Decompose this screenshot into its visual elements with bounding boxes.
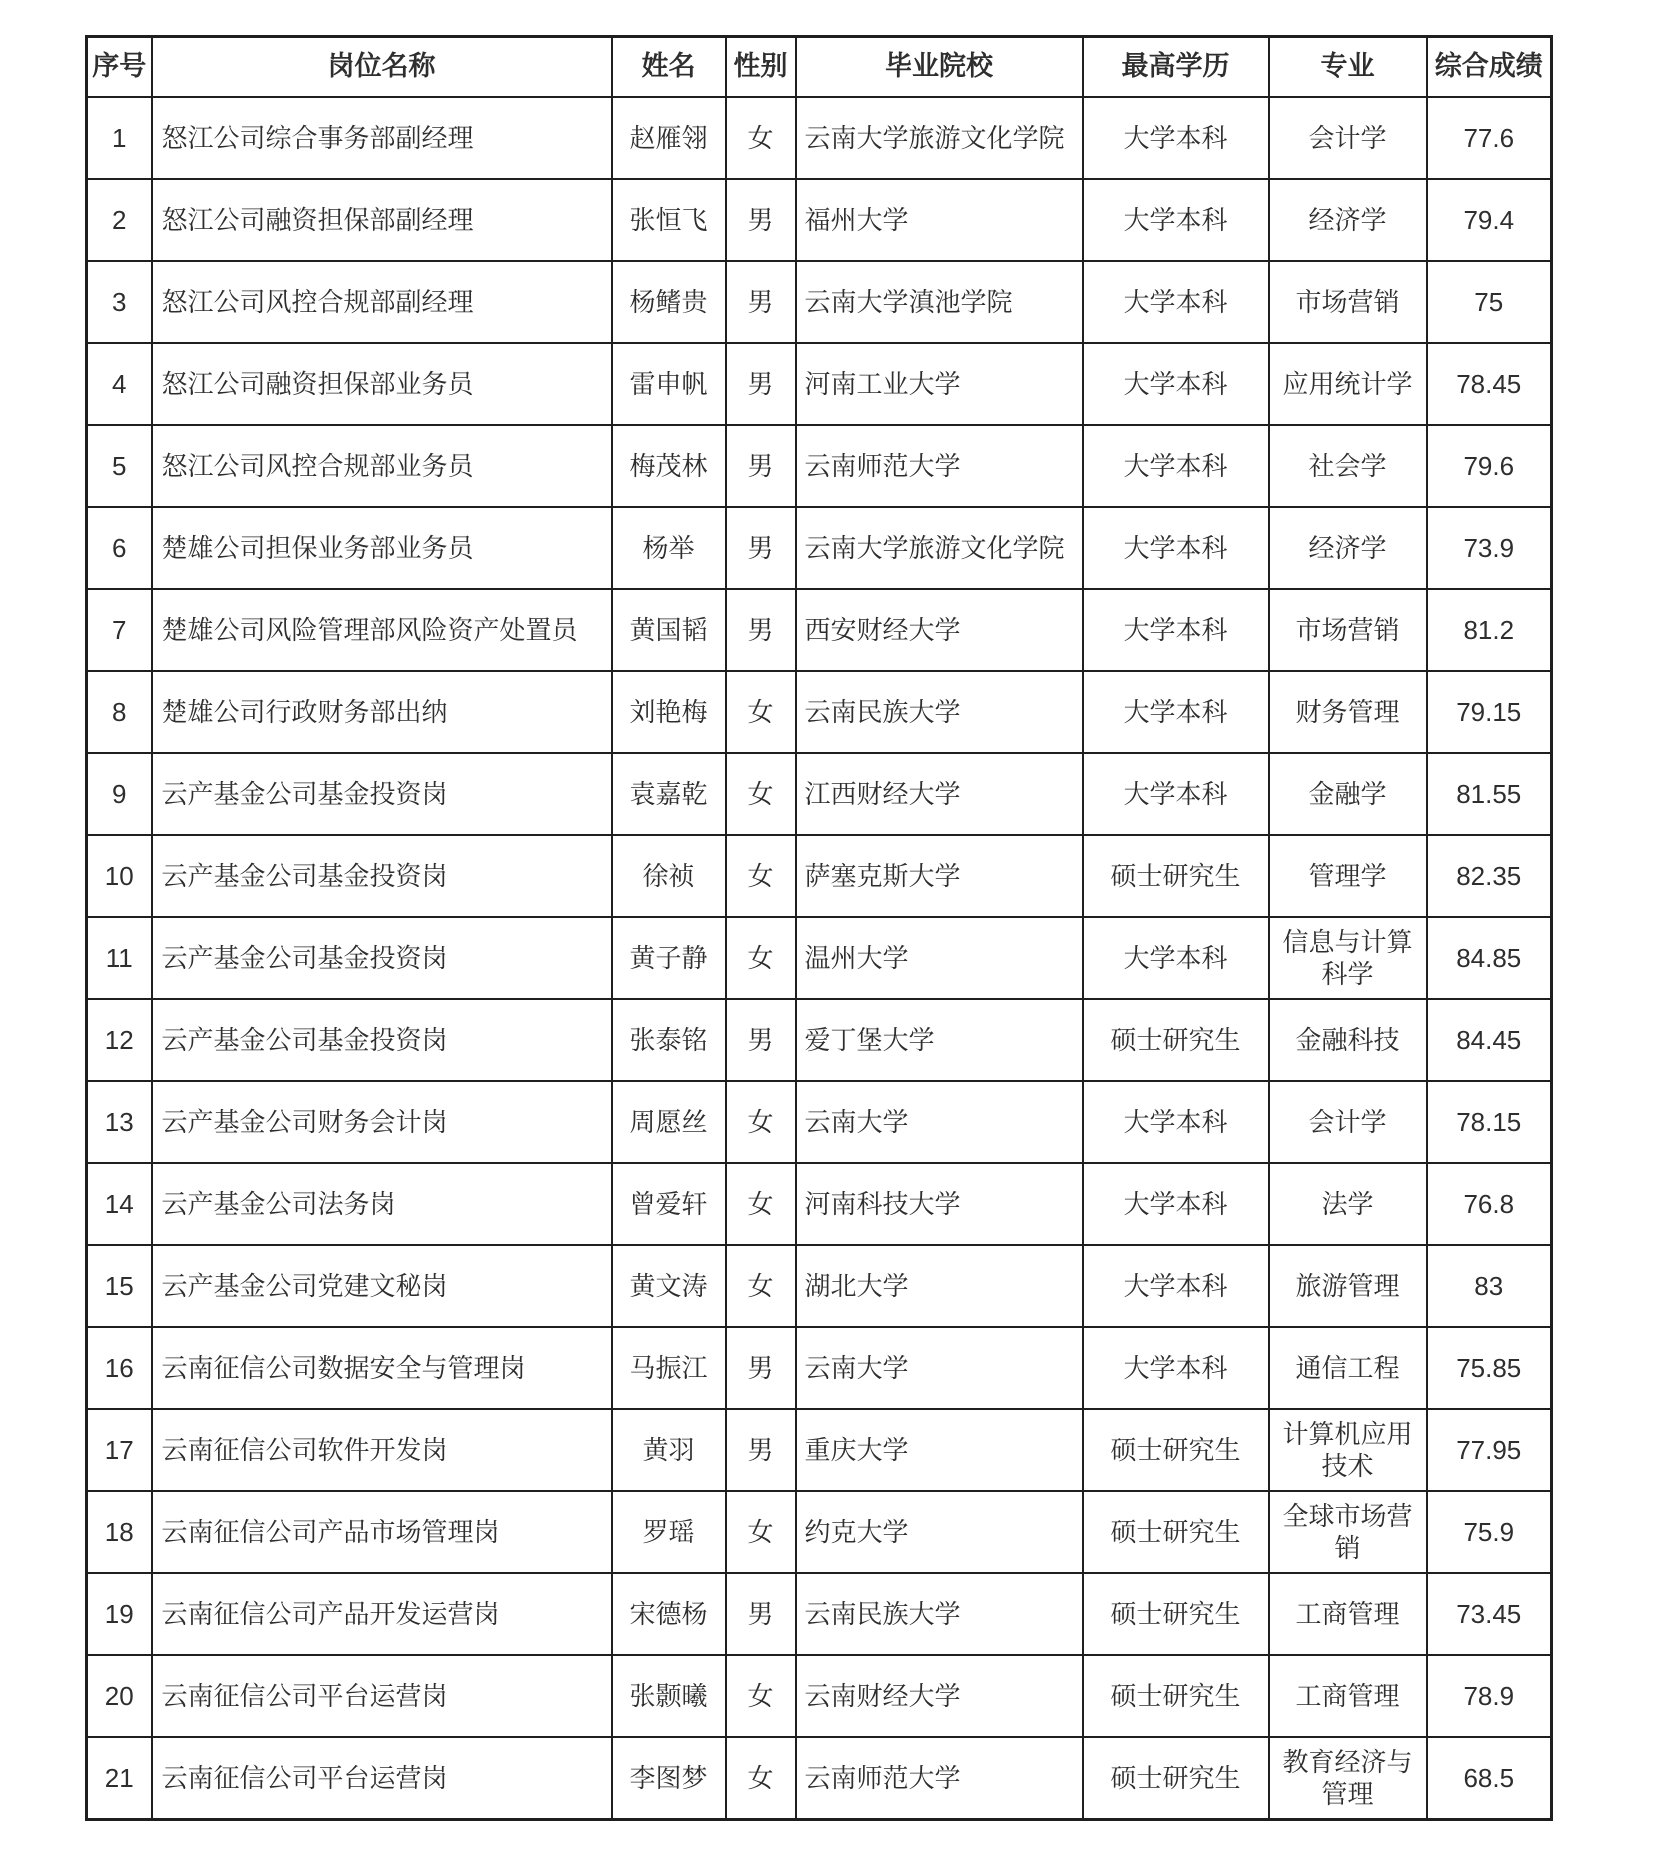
degree-cell: 硕士研究生 bbox=[1083, 1655, 1269, 1737]
position-cell: 怒江公司融资担保部业务员 bbox=[152, 343, 612, 425]
score-cell: 78.45 bbox=[1427, 343, 1552, 425]
gender-cell: 女 bbox=[726, 1655, 796, 1737]
name-cell: 黄文涛 bbox=[612, 1245, 726, 1327]
position-cell: 云南征信公司软件开发岗 bbox=[152, 1409, 612, 1491]
index-cell: 17 bbox=[87, 1409, 152, 1491]
gender-cell: 女 bbox=[726, 671, 796, 753]
index-cell: 6 bbox=[87, 507, 152, 589]
table-row bbox=[87, 917, 1552, 999]
table-row bbox=[87, 425, 1552, 507]
degree-cell: 大学本科 bbox=[1083, 917, 1269, 999]
degree-cell: 大学本科 bbox=[1083, 97, 1269, 179]
degree-cell: 大学本科 bbox=[1083, 343, 1269, 425]
major-cell: 经济学 bbox=[1269, 507, 1427, 589]
major-cell: 会计学 bbox=[1269, 97, 1427, 179]
index-cell: 20 bbox=[87, 1655, 152, 1737]
degree-cell: 硕士研究生 bbox=[1083, 1491, 1269, 1573]
gender-cell: 男 bbox=[726, 1409, 796, 1491]
name-cell: 杨举 bbox=[612, 507, 726, 589]
name-cell: 李图梦 bbox=[612, 1737, 726, 1820]
gender-cell: 女 bbox=[726, 753, 796, 835]
score-cell: 84.45 bbox=[1427, 999, 1552, 1081]
school-cell: 云南大学旅游文化学院 bbox=[796, 507, 1083, 589]
table-row bbox=[87, 999, 1552, 1081]
score-cell: 77.95 bbox=[1427, 1409, 1552, 1491]
degree-cell: 大学本科 bbox=[1083, 589, 1269, 671]
score-cell: 79.15 bbox=[1427, 671, 1552, 753]
table-row bbox=[87, 753, 1552, 835]
column-header-score: 综合成绩 bbox=[1427, 37, 1552, 98]
table-row bbox=[87, 671, 1552, 753]
gender-cell: 男 bbox=[726, 999, 796, 1081]
school-cell: 江西财经大学 bbox=[796, 753, 1083, 835]
index-cell: 11 bbox=[87, 917, 152, 999]
score-cell: 75.9 bbox=[1427, 1491, 1552, 1573]
degree-cell: 硕士研究生 bbox=[1083, 835, 1269, 917]
table-body bbox=[87, 97, 1552, 1820]
score-cell: 73.9 bbox=[1427, 507, 1552, 589]
name-cell: 曾爱轩 bbox=[612, 1163, 726, 1245]
gender-cell: 男 bbox=[726, 507, 796, 589]
table-row bbox=[87, 1245, 1552, 1327]
index-cell: 5 bbox=[87, 425, 152, 507]
major-cell: 旅游管理 bbox=[1269, 1245, 1427, 1327]
position-cell: 云产基金公司基金投资岗 bbox=[152, 753, 612, 835]
school-cell: 温州大学 bbox=[796, 917, 1083, 999]
score-cell: 78.15 bbox=[1427, 1081, 1552, 1163]
school-cell: 云南财经大学 bbox=[796, 1655, 1083, 1737]
table-row bbox=[87, 1163, 1552, 1245]
school-cell: 云南大学 bbox=[796, 1327, 1083, 1409]
position-cell: 楚雄公司风险管理部风险资产处置员 bbox=[152, 589, 612, 671]
index-cell: 19 bbox=[87, 1573, 152, 1655]
score-cell: 79.4 bbox=[1427, 179, 1552, 261]
major-cell: 法学 bbox=[1269, 1163, 1427, 1245]
position-cell: 怒江公司综合事务部副经理 bbox=[152, 97, 612, 179]
index-cell: 7 bbox=[87, 589, 152, 671]
index-cell: 3 bbox=[87, 261, 152, 343]
school-cell: 云南师范大学 bbox=[796, 425, 1083, 507]
column-header-degree: 最高学历 bbox=[1083, 37, 1269, 98]
gender-cell: 女 bbox=[726, 917, 796, 999]
index-cell: 21 bbox=[87, 1737, 152, 1820]
major-cell: 全球市场营销 bbox=[1269, 1491, 1427, 1573]
header-row bbox=[87, 37, 1552, 98]
name-cell: 周愿丝 bbox=[612, 1081, 726, 1163]
table-row bbox=[87, 1491, 1552, 1573]
name-cell: 赵雁翎 bbox=[612, 97, 726, 179]
position-cell: 怒江公司融资担保部副经理 bbox=[152, 179, 612, 261]
score-cell: 81.2 bbox=[1427, 589, 1552, 671]
name-cell: 黄国韬 bbox=[612, 589, 726, 671]
degree-cell: 大学本科 bbox=[1083, 753, 1269, 835]
table-row bbox=[87, 1573, 1552, 1655]
index-cell: 16 bbox=[87, 1327, 152, 1409]
degree-cell: 大学本科 bbox=[1083, 1245, 1269, 1327]
gender-cell: 女 bbox=[726, 1491, 796, 1573]
score-cell: 75.85 bbox=[1427, 1327, 1552, 1409]
major-cell: 社会学 bbox=[1269, 425, 1427, 507]
position-cell: 云南征信公司平台运营岗 bbox=[152, 1655, 612, 1737]
table-header bbox=[87, 37, 1552, 98]
degree-cell: 大学本科 bbox=[1083, 425, 1269, 507]
column-header-position: 岗位名称 bbox=[152, 37, 612, 98]
degree-cell: 大学本科 bbox=[1083, 1081, 1269, 1163]
major-cell: 通信工程 bbox=[1269, 1327, 1427, 1409]
major-cell: 教育经济与管理 bbox=[1269, 1737, 1427, 1820]
degree-cell: 大学本科 bbox=[1083, 261, 1269, 343]
index-cell: 9 bbox=[87, 753, 152, 835]
position-cell: 楚雄公司行政财务部出纳 bbox=[152, 671, 612, 753]
index-cell: 8 bbox=[87, 671, 152, 753]
column-header-name: 姓名 bbox=[612, 37, 726, 98]
school-cell: 云南民族大学 bbox=[796, 671, 1083, 753]
name-cell: 张颢曦 bbox=[612, 1655, 726, 1737]
score-cell: 81.55 bbox=[1427, 753, 1552, 835]
school-cell: 云南大学旅游文化学院 bbox=[796, 97, 1083, 179]
name-cell: 罗瑶 bbox=[612, 1491, 726, 1573]
major-cell: 工商管理 bbox=[1269, 1655, 1427, 1737]
name-cell: 梅茂林 bbox=[612, 425, 726, 507]
name-cell: 张恒飞 bbox=[612, 179, 726, 261]
gender-cell: 男 bbox=[726, 425, 796, 507]
school-cell: 云南师范大学 bbox=[796, 1737, 1083, 1820]
position-cell: 云产基金公司财务会计岗 bbox=[152, 1081, 612, 1163]
degree-cell: 大学本科 bbox=[1083, 671, 1269, 753]
major-cell: 经济学 bbox=[1269, 179, 1427, 261]
table-row bbox=[87, 1081, 1552, 1163]
table-row bbox=[87, 589, 1552, 671]
degree-cell: 硕士研究生 bbox=[1083, 999, 1269, 1081]
position-cell: 怒江公司风控合规部副经理 bbox=[152, 261, 612, 343]
position-cell: 怒江公司风控合规部业务员 bbox=[152, 425, 612, 507]
gender-cell: 男 bbox=[726, 1573, 796, 1655]
school-cell: 爱丁堡大学 bbox=[796, 999, 1083, 1081]
position-cell: 云南征信公司产品开发运营岗 bbox=[152, 1573, 612, 1655]
table-row bbox=[87, 261, 1552, 343]
table-row bbox=[87, 1409, 1552, 1491]
major-cell: 市场营销 bbox=[1269, 589, 1427, 671]
gender-cell: 男 bbox=[726, 589, 796, 671]
score-cell: 73.45 bbox=[1427, 1573, 1552, 1655]
index-cell: 1 bbox=[87, 97, 152, 179]
school-cell: 云南大学滇池学院 bbox=[796, 261, 1083, 343]
school-cell: 云南民族大学 bbox=[796, 1573, 1083, 1655]
position-cell: 云产基金公司基金投资岗 bbox=[152, 917, 612, 999]
major-cell: 市场营销 bbox=[1269, 261, 1427, 343]
table-row bbox=[87, 179, 1552, 261]
name-cell: 刘艳梅 bbox=[612, 671, 726, 753]
position-cell: 云产基金公司基金投资岗 bbox=[152, 835, 612, 917]
table-row bbox=[87, 507, 1552, 589]
score-cell: 68.5 bbox=[1427, 1737, 1552, 1820]
score-cell: 76.8 bbox=[1427, 1163, 1552, 1245]
table-row bbox=[87, 1655, 1552, 1737]
school-cell: 西安财经大学 bbox=[796, 589, 1083, 671]
degree-cell: 大学本科 bbox=[1083, 179, 1269, 261]
index-cell: 2 bbox=[87, 179, 152, 261]
column-header-school: 毕业院校 bbox=[796, 37, 1083, 98]
school-cell: 河南工业大学 bbox=[796, 343, 1083, 425]
table-row bbox=[87, 97, 1552, 179]
index-cell: 10 bbox=[87, 835, 152, 917]
position-cell: 楚雄公司担保业务部业务员 bbox=[152, 507, 612, 589]
major-cell: 财务管理 bbox=[1269, 671, 1427, 753]
score-cell: 79.6 bbox=[1427, 425, 1552, 507]
column-header-major: 专业 bbox=[1269, 37, 1427, 98]
table-row bbox=[87, 1737, 1552, 1820]
degree-cell: 硕士研究生 bbox=[1083, 1409, 1269, 1491]
school-cell: 萨塞克斯大学 bbox=[796, 835, 1083, 917]
gender-cell: 女 bbox=[726, 1163, 796, 1245]
school-cell: 云南大学 bbox=[796, 1081, 1083, 1163]
score-cell: 84.85 bbox=[1427, 917, 1552, 999]
name-cell: 徐祯 bbox=[612, 835, 726, 917]
position-cell: 云南征信公司数据安全与管理岗 bbox=[152, 1327, 612, 1409]
major-cell: 金融学 bbox=[1269, 753, 1427, 835]
name-cell: 袁嘉乾 bbox=[612, 753, 726, 835]
index-cell: 4 bbox=[87, 343, 152, 425]
major-cell: 金融科技 bbox=[1269, 999, 1427, 1081]
major-cell: 管理学 bbox=[1269, 835, 1427, 917]
position-cell: 云产基金公司党建文秘岗 bbox=[152, 1245, 612, 1327]
index-cell: 18 bbox=[87, 1491, 152, 1573]
gender-cell: 女 bbox=[726, 835, 796, 917]
degree-cell: 硕士研究生 bbox=[1083, 1737, 1269, 1820]
major-cell: 信息与计算科学 bbox=[1269, 917, 1427, 999]
position-cell: 云南征信公司平台运营岗 bbox=[152, 1737, 612, 1820]
index-cell: 12 bbox=[87, 999, 152, 1081]
gender-cell: 女 bbox=[726, 1245, 796, 1327]
index-cell: 13 bbox=[87, 1081, 152, 1163]
school-cell: 湖北大学 bbox=[796, 1245, 1083, 1327]
school-cell: 重庆大学 bbox=[796, 1409, 1083, 1491]
table-row bbox=[87, 343, 1552, 425]
column-header-gender: 性别 bbox=[726, 37, 796, 98]
column-header-index: 序号 bbox=[87, 37, 152, 98]
score-cell: 83 bbox=[1427, 1245, 1552, 1327]
position-cell: 云南征信公司产品市场管理岗 bbox=[152, 1491, 612, 1573]
candidate-score-table bbox=[85, 35, 1553, 1821]
gender-cell: 男 bbox=[726, 1327, 796, 1409]
school-cell: 河南科技大学 bbox=[796, 1163, 1083, 1245]
name-cell: 黄羽 bbox=[612, 1409, 726, 1491]
score-cell: 77.6 bbox=[1427, 97, 1552, 179]
score-cell: 78.9 bbox=[1427, 1655, 1552, 1737]
gender-cell: 女 bbox=[726, 1081, 796, 1163]
major-cell: 会计学 bbox=[1269, 1081, 1427, 1163]
name-cell: 宋德杨 bbox=[612, 1573, 726, 1655]
score-cell: 82.35 bbox=[1427, 835, 1552, 917]
major-cell: 工商管理 bbox=[1269, 1573, 1427, 1655]
degree-cell: 大学本科 bbox=[1083, 507, 1269, 589]
gender-cell: 男 bbox=[726, 343, 796, 425]
degree-cell: 大学本科 bbox=[1083, 1163, 1269, 1245]
gender-cell: 女 bbox=[726, 97, 796, 179]
score-cell: 75 bbox=[1427, 261, 1552, 343]
table-row bbox=[87, 1327, 1552, 1409]
index-cell: 15 bbox=[87, 1245, 152, 1327]
degree-cell: 硕士研究生 bbox=[1083, 1573, 1269, 1655]
gender-cell: 男 bbox=[726, 179, 796, 261]
name-cell: 张泰铭 bbox=[612, 999, 726, 1081]
name-cell: 雷申帆 bbox=[612, 343, 726, 425]
name-cell: 黄子静 bbox=[612, 917, 726, 999]
index-cell: 14 bbox=[87, 1163, 152, 1245]
gender-cell: 男 bbox=[726, 261, 796, 343]
major-cell: 应用统计学 bbox=[1269, 343, 1427, 425]
school-cell: 福州大学 bbox=[796, 179, 1083, 261]
name-cell: 马振江 bbox=[612, 1327, 726, 1409]
position-cell: 云产基金公司法务岗 bbox=[152, 1163, 612, 1245]
school-cell: 约克大学 bbox=[796, 1491, 1083, 1573]
position-cell: 云产基金公司基金投资岗 bbox=[152, 999, 612, 1081]
gender-cell: 女 bbox=[726, 1737, 796, 1820]
table-row bbox=[87, 835, 1552, 917]
name-cell: 杨鳍贵 bbox=[612, 261, 726, 343]
major-cell: 计算机应用技术 bbox=[1269, 1409, 1427, 1491]
degree-cell: 大学本科 bbox=[1083, 1327, 1269, 1409]
